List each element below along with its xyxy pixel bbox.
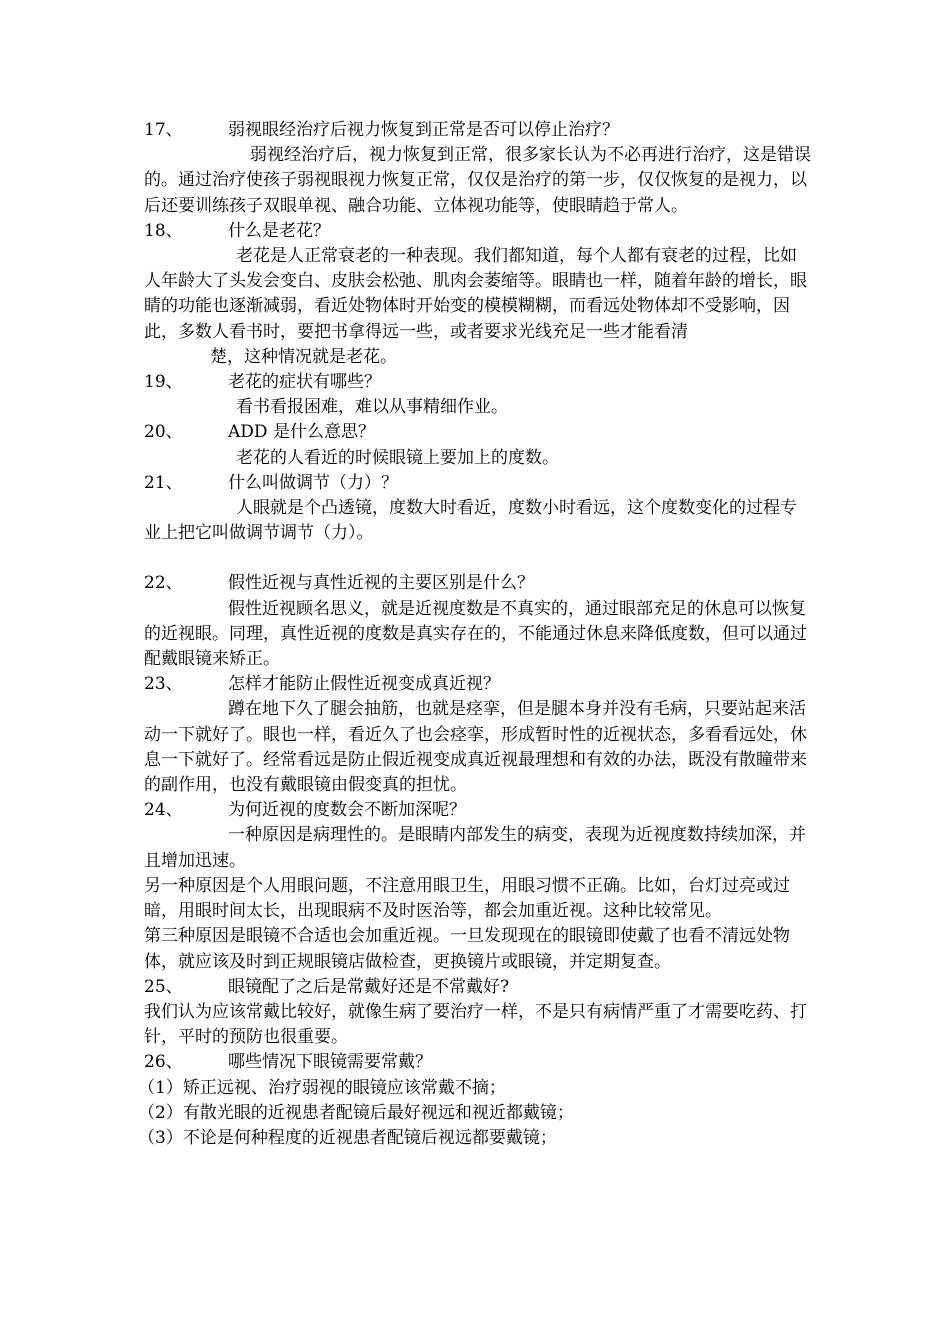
question-21 — [144, 471, 812, 496]
question-number: 17、 — [144, 120, 183, 140]
question-text: 什么叫做调节（力）？ — [228, 472, 398, 493]
answer-24-reason-2: 另一种原因是个人用眼问题，不注意用眼卫生，用眼习惯不正确。比如，台灯过亮或过暗，用眼时间太长，出现眼病不及时医治等，都会加重近视。这种比较常见。 — [144, 875, 790, 922]
question-text: 弱视眼经治疗后视力恢复到正常是否可以停止治疗？ — [228, 120, 619, 140]
question-23 — [144, 672, 812, 697]
answer-22: 假性近视顾名思义，就是近视度数是不真实的，通过眼部充足的休息可以恢复的近视眼。同理，真性近视的度数是真实存在的，不能通过休息来降低度数，但可以通过配戴眼镜来矫正。 — [144, 598, 807, 670]
question-number: 23、 — [144, 674, 183, 695]
answer-18: 老花是人正常衰老的一种表现。我们都知道，每个人都有衰老的过程，比如人年龄大了头发会变白、皮肤会松弛、肌肉会萎缩等。眼睛也一样，随着年龄的增长，眼睛的功能也逐渐减弱，看近处物体时开始变的模模糊糊，而看远处物体却不受影响，因此，多数人看书时，要把书拿得远一些，或者要求光线充足一些才能看清 — [144, 246, 807, 342]
answer-18-continued: 楚，这种情况就是老花。 — [210, 346, 397, 367]
question-20 — [144, 420, 812, 445]
question-number: 21、 — [144, 472, 183, 493]
answer-21: 人眼就是个凸透镜，度数大时看近，度数小时看远，这个度数变化的过程专业上把它叫做调节调节（力）。 — [144, 498, 797, 544]
question-text: ADD 是什么意思？ — [228, 422, 375, 443]
answer-19: 看书看报困难，难以从事精细作业。 — [236, 397, 508, 418]
question-18 — [144, 219, 812, 244]
question-26 — [144, 1050, 812, 1075]
answer-20: 老花的人看近的时候眼镜上要加上的度数。 — [236, 447, 559, 468]
answer-17: 弱视经治疗后，视力恢复到正常，很多家长认为不必再进行治疗，这是错误的。通过治疗使孩子弱视眼视力恢复正常，仅仅是治疗的第一步，仅仅恢复的是视力，以后还要训练孩子双眼单视、融合功能、立体视功能等，使眼睛趋于常人。 — [144, 145, 811, 216]
question-22 — [144, 571, 812, 596]
blank-line — [144, 546, 812, 571]
question-24 — [144, 798, 812, 823]
question-number: 18、 — [144, 220, 183, 241]
question-text: 哪些情况下眼镜需要常戴？ — [228, 1052, 432, 1073]
question-17 — [144, 118, 812, 143]
question-number: 25、 — [144, 976, 183, 997]
question-text: 老花的症状有哪些？ — [228, 372, 381, 393]
list-item-2: （2）有散光眼的近视患者配镜后最好视远和视近都戴镜； — [138, 1102, 574, 1123]
answer-25: 我们认为应该常戴比较好，就像生病了要治疗一样，不是只有病情严重了才需要吃药、打针，平时的预防也很重要。 — [144, 1001, 807, 1048]
question-text: 为何近视的度数会不断加深呢？ — [228, 800, 466, 821]
answer-23: 蹲在地下久了腿会抽筋，也就是痉挛，但是腿本身并没有毛病，只要站起来活动一下就好了。眼也一样，看近久了也会痉挛，形成暂时性的近视状态，多看看远处，休息一下就好了。经常看远是防止假近视变成真近视最理想和有效的办法，既没有散瞳带来的副作用，也没有戴眼镜由假变真的担忧。 — [144, 699, 807, 796]
document-body — [138, 118, 812, 1151]
question-text: 什么是老花？ — [228, 220, 330, 241]
answer-24-reason-1: 一种原因是病理性的。是眼睛内部发生的病变，表现为近视度数持续加深，并且增加迅速。 — [144, 825, 806, 871]
answer-24-reason-3: 第三种原因是眼镜不合适也会加重近视。一旦发现现在的眼镜即使戴了也看不清远处物体，就应该及时到正规眼镜店做检查，更换镜片或眼镜，并定期复查。 — [144, 926, 790, 972]
question-number: 24、 — [144, 800, 183, 821]
list-item-1: （1）矫正远视、治疗弱视的眼镜应该常戴不摘； — [138, 1077, 506, 1098]
question-text: 假性近视与真性近视的主要区别是什么？ — [228, 573, 534, 594]
question-text: 怎样才能防止假性近视变成真近视？ — [228, 674, 500, 695]
question-number: 20、 — [144, 422, 183, 443]
question-text: 眼镜配了之后是常戴好还是不常戴好? — [228, 976, 510, 997]
question-number: 19、 — [144, 372, 183, 393]
question-25 — [144, 975, 812, 1000]
question-19 — [144, 370, 812, 395]
question-number: 22、 — [144, 573, 183, 594]
list-item-3: （3）不论是何种程度的近视患者配镜后视远都要戴镜； — [138, 1127, 557, 1148]
question-number: 26、 — [144, 1052, 183, 1073]
